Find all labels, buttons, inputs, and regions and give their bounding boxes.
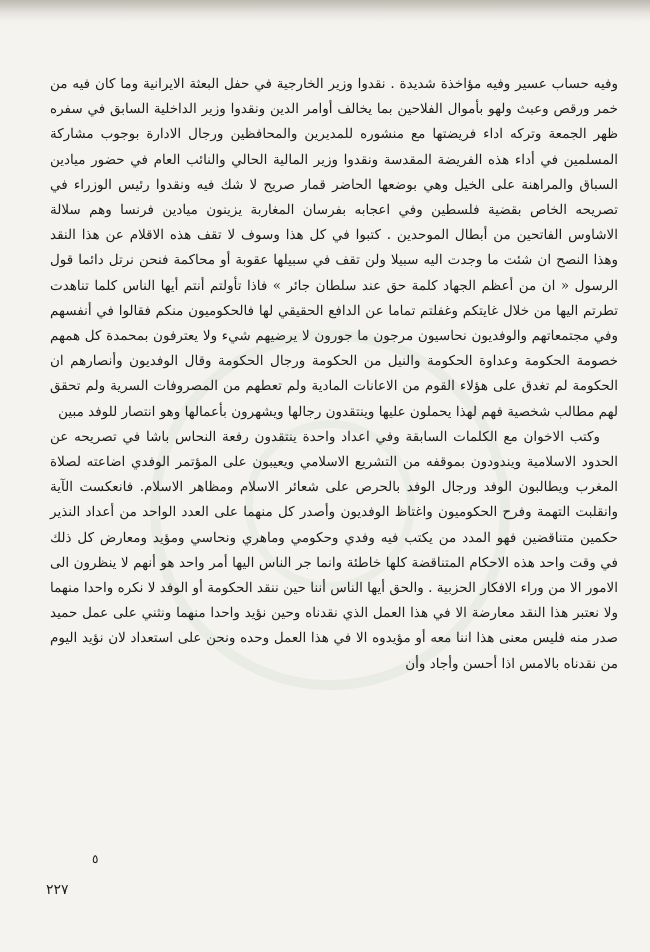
body-text (50, 72, 618, 677)
paragraph-2: وكتب الاخوان مع الكلمات السابقة وفي اعداد واحدة ينتقدون رفعة النحاس باشا في تصريحه عن الحدود الاسلامية ويندودون بموقفه من التشريع الاسلامي ويعيبون على المؤتمر الوفدي اضاعته لصلاة المغرب ويطالبون الوفد ورجال الوفد بالحرص على شعائر الاسلام ومظاهر الاسلام. فانعكست الآية وانقلبت التهمة وفرح الحكوميون واغتاظ الوفديون وأصدر كل منهما على العدد الواحد من أعداد النذير حكمين متناقضين فهو المدد من يكتب فيه وفدي وحكومي وماهري ونحاسي ومؤيد ومعارض كل ذلك في وقت واحد هذه الاحكام المتناقضة كلها خاطئة وانما جر الناس اليها أمر واحد هو أنهم لا ينظرون الى الامور الا من وراء الافكار الحزبية . والحق أيها الناس أننا حين ننقد الحكومة أو الوفد لا نكره واحدا منهما ولا نعتبر هذا النقد معارضة الا في هذا العمل الذي نقدناه وحين نؤيد واحدا منهما ونثني على عمل حميد صدر منه فليس معنى هذا اننا معه أو مؤيدوه الا في هذا العمل وحده ونحن على استعداد لان نؤيد اليوم من نقدناه بالامس اذا أحسن وأجاد وأن (50, 428, 618, 672)
scanned-page-edge (0, 0, 650, 22)
paragraph-1: وفيه حساب عسير وفيه مؤاخذة شديدة . نقدوا وزير الخارجية في حفل البعثة الايرانية وما كان فيه من خمر ورقص وعبث ولهو بأموال الفلاحين بما يخالف أوامر الدين ونقدوا وزير الداخلية السابق في سفره ظهر الجمعة وتركه اداء فريضتها مع منشوره للمديرين والمحافظين ورجال الادارة بوجوب مشاركة المسلمين في أداء هذه الفريضة المقدسة ونقدوا وزير المالية الحالي والنائب العام في حضور ميادين السباق والمراهنة على الخيل وهي بوضعها الحاضر قمار صريح لا شك فيه ونقدوا رئيس الوزراء في تصريحه الخاص بقضية فلسطين وفي اعجابه بفرسان المغاربة يزينون ميادين فرنسا وهم سلالة الاشاوس الفاتحين من أبطال الموحدين . كتبوا في كل هذا وسوف لا تقف هذه الاقلام عن هذا النقد وهذا النصح ان شئت ما وجدت اليه سبيلا ولن تقف في سبيلها عقوبة أو محاكمة فنحن نرتل دائما قول الرسول « ان من أعظم الجهاد كلمة حق عند سلطان جائر » فاذا تأولتم أنتم أيها الناس كلما تناهدت تطرتم اليها من خلال غايتكم وغفلتم تماما عن الدافع الحقيقي لها فالحكوميون منكم فقالوا في أنفسهم وفي مجتمعاتهم والوفديون نحاسيون مرجون ما جورون لا يرضيهم شيء ولا يعترفون بمحمدة كل همهم خصومة الحكومة وعداوة الحكومة والنيل من الحكومة ورجال الحكومة وقال الوفديون وأنصارهم ان الحكومة لم تغدق على هؤلاء القوم من الاعانات المادية ولم تعطهم من المصروفات السرية ولم تحقق لهم مطالب شخصية فهم لهذا يحملون عليها وينتقدون رجالها ويشهرون بأعمالها وهو انتصار للوفد مبين (50, 76, 618, 420)
page-number: ٢٢٧ (46, 882, 69, 898)
margin-mark: ٥ (92, 852, 99, 866)
